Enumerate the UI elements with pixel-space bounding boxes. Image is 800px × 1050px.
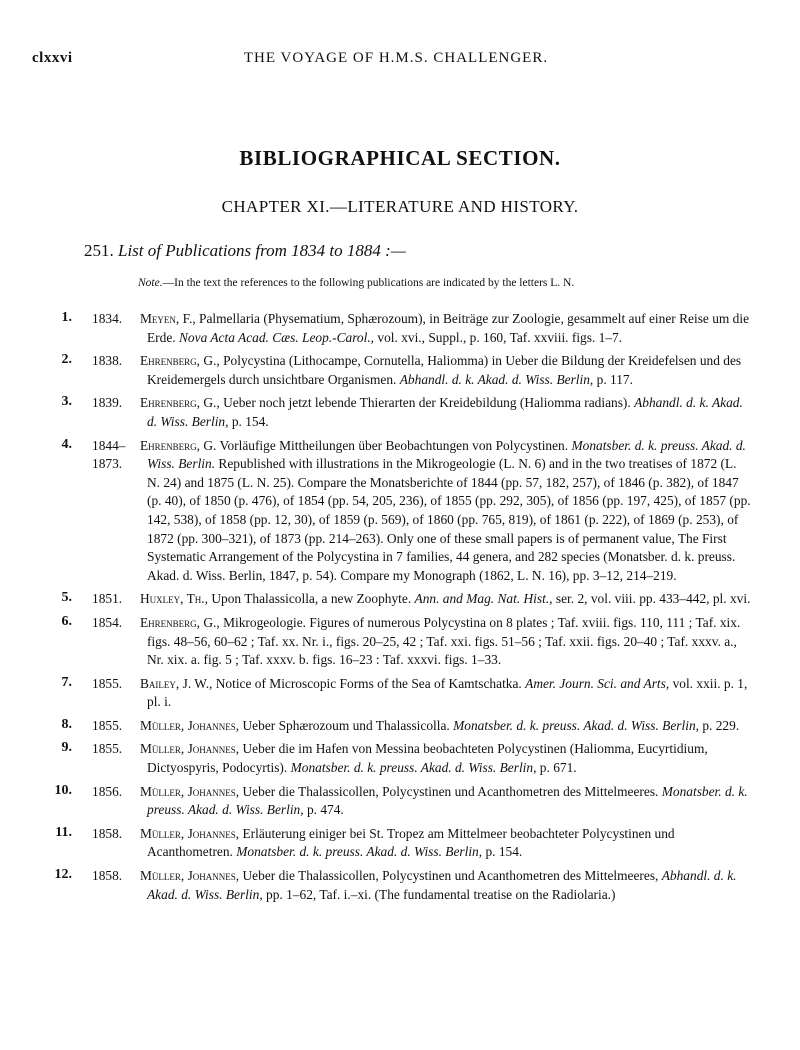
entry-year: 1844– 1873. <box>92 437 126 472</box>
entry-citation: Ehrenberg, G., Ueber noch jetzt lebende Thierarten der Kreidebildung (Haliomma radians). Abhandl. d. k. Akad. d. Wiss. Berlin, p. 154. <box>140 395 743 429</box>
entry-journal: Abhandl. d. k. Akad. d. Wiss. Berlin, <box>147 395 743 429</box>
entry-number: 10. <box>54 782 72 798</box>
entry-journal: Monatsber. d. k. preuss. Akad. d. Wiss. Berlin, <box>453 717 699 733</box>
bibliography-entry <box>0 614 800 670</box>
entry-author: Müller, Johannes, <box>140 783 240 799</box>
running-title: THE VOYAGE OF H.M.S. CHALLENGER. <box>243 50 549 66</box>
entry-number: 6. <box>61 613 72 629</box>
entry-author: Müller, Johannes, <box>140 717 240 733</box>
section-title: BIBLIOGRAPHICAL SECTION. <box>239 146 561 170</box>
note-text: —In the text the references to the following publications are indicated by the letters L. N. <box>162 277 575 289</box>
entry-journal: Abhandl. d. k. Akad. d. Wiss. Berlin, <box>147 868 737 902</box>
bibliography-entry <box>0 675 800 712</box>
bibliography-entry <box>0 310 800 347</box>
entry-author: Huxley, Th., <box>140 591 208 607</box>
entry-author: Ehrenberg, G., <box>140 614 220 630</box>
entry-year: 1851. <box>92 591 123 607</box>
page-number: clxxvi <box>32 50 73 66</box>
list-heading <box>84 241 406 261</box>
entry-year: 1839. <box>92 395 123 411</box>
bibliography-entry <box>0 590 800 609</box>
bibliography-entry <box>0 825 800 862</box>
entry-journal: Monatsber. d. k. preuss. Akad. d. Wiss. Berlin. <box>147 437 746 472</box>
entry-journal: Abhandl. d. k. Akad. d. Wiss. Berlin, <box>399 371 594 387</box>
entry-year: 1856. <box>92 783 123 799</box>
note <box>138 277 574 289</box>
entry-author: Müller, Johannes, <box>140 741 240 757</box>
entry-number: 3. <box>61 394 72 410</box>
entry-author: Bailey, J. W., <box>140 675 213 691</box>
entry-journal: Monatsber. d. k. preuss. Akad. d. Wiss. Berlin, <box>236 844 483 860</box>
list-heading-number: 251. <box>84 241 114 260</box>
entry-journal: Monatsber. d. k. preuss. Akad. d. Wiss. Berlin, <box>290 760 537 776</box>
entry-author: Ehrenberg, G., <box>140 353 220 369</box>
entry-year: 1838. <box>92 353 123 369</box>
entry-citation: Müller, Johannes, Ueber die im Hafen von Messina beobachteten Polycystinen (Haliomma, Eucyrtidium, Dictyospyris, Podocyrtis). Monatsber. d. k. preuss. Akad. d. Wiss. Berlin, p. 671. <box>140 741 708 776</box>
bibliography-entry <box>0 394 800 431</box>
entry-number: 7. <box>61 674 72 690</box>
entry-citation: Huxley, Th., Upon Thalassicolla, a new Zoophyte. Ann. and Mag. Nat. Hist., ser. 2, vol. viii. pp. 433–442, pl. xvi. <box>140 591 751 607</box>
entry-number: 11. <box>55 824 72 840</box>
entry-author: Ehrenberg, G., <box>140 395 220 411</box>
entry-number: 4. <box>61 436 72 452</box>
entry-author: Müller, Johannes, <box>140 868 240 884</box>
bibliography-entry <box>0 717 800 736</box>
entry-journal: Amer. Journ. Sci. and Arts, <box>525 675 670 691</box>
entry-year: 1854. <box>92 614 123 630</box>
running-head <box>32 50 760 70</box>
entry-journal: Nova Acta Acad. Cæs. Leop.-Carol., <box>179 329 375 345</box>
entry-year: 1834. <box>92 311 123 326</box>
entry-number: 9. <box>61 740 72 756</box>
bibliography-entry <box>0 867 800 904</box>
entry-author: Ehrenberg, G. <box>140 437 217 453</box>
entry-number: 8. <box>61 716 72 732</box>
bibliography-entry <box>0 783 800 820</box>
entry-number: 5. <box>61 590 72 606</box>
entry-number: 2. <box>61 352 72 368</box>
entry-year: 1858. <box>92 825 123 841</box>
chapter-title: CHAPTER XI.—LITERATURE AND HISTORY. <box>221 197 579 216</box>
entry-citation: Müller, Johannes, Ueber die Thalassicollen, Polycystinen und Acanthometren des Mittelmeeres. Monatsber. d. k. preuss. Akad. d. Wiss. Berlin, p. 474. <box>140 783 748 818</box>
entry-number: 1. <box>61 310 72 325</box>
entry-year: 1855. <box>92 717 123 733</box>
entry-journal: Ann. and Mag. Nat. Hist., <box>414 591 553 607</box>
entry-author: Müller, Johannes, <box>140 825 240 841</box>
entry-year: 1858. <box>92 868 123 884</box>
entry-citation: Müller, Johannes, Ueber Sphærozoum und Thalassicolla. Monatsber. d. k. preuss. Akad. d. Wiss. Berlin, p. 229. <box>140 717 740 733</box>
entry-citation: Ehrenberg, G., Mikrogeologie. Figures of numerous Polycystina on 8 plates ; Taf. xviii. figs. 110, 111 ; Taf. xix. figs. 48–56, 60–62 ; Taf. xx. Nr. i., figs. 20–25, 42 ; Taf. xxi. figs. 51–56 ; Taf. xxii. figs. 20–40 ; Taf. xxxv. a., Nr. xix. a. fig. 5 ; Taf. xxxv. b. figs. 16–23 : Taf. xxxvi. figs. 1–33. <box>140 614 741 668</box>
entry-year: 1855. <box>92 675 123 691</box>
bibliography-entry <box>0 352 800 389</box>
entry-number: 12. <box>54 867 72 883</box>
entry-citation: Bailey, J. W., Notice of Microscopic Forms of the Sea of Kamtschatka. Amer. Journ. Sci. and Arts, vol. xxii. p. 1, pl. i. <box>140 675 748 710</box>
entry-author: Meyen, F., <box>140 311 196 326</box>
bibliography-entry <box>0 740 800 777</box>
entry-citation: Müller, Johannes, Ueber die Thalassicollen, Polycystinen und Acanthometren des Mittelmeeres, Abhandl. d. k. Akad. d. Wiss. Berlin, pp. 1–62, Taf. i.–xi. (The fundamental treatise on the Radiolaria.) <box>140 868 737 902</box>
entry-citation: Meyen, F., Palmellaria (Physematium, Sphærozoum), in Beiträge zur Zoologie, gesammelt auf einer Reise um die Erde. Nova Acta Acad. Cæs. Leop.-Carol., vol. xvi., Suppl., p. 160, Taf. xxviii. figs. 1–7. <box>140 311 750 345</box>
publication-list <box>0 310 800 909</box>
entry-journal: Monatsber. d. k. preuss. Akad. d. Wiss. Berlin, <box>147 783 748 818</box>
note-label: Note. <box>138 277 163 289</box>
bibliography-entry <box>0 437 800 586</box>
entry-citation: Ehrenberg, G. Vorläufige Mittheilungen über Beobachtungen von Polycystinen. Monatsber. d. k. preuss. Akad. d. Wiss. Berlin. Republished with illustrations in the Mikrogeologie (L. N. 6) and in the two treatises of 1872 (L. N. 24) and 1875 (L. N. 25). Compare the Monatsberichte of 1844 (pp. 57, 182, 257), of 1846 (p. 382), of 1847 (p. 40), of 1850 (p. 476), of 1854 (pp. 54, 205, 236), of 1855 (pp. 292, 305), of 1856 (pp. 197, 425), of 1857 (pp. 142, 538), of 1858 (pp. 12, 30), of 1859 (p. 569), of 1860 (pp. 765, 819), of 1861 (p. 222), of 1869 (p. 253), of 1872 (pp. 300–321), of 1873 (pp. 214–263). Only one of these small papers is of permanent value, The First Systematic Arrangement of the Polycystina in 7 families, 44 genera, and 282 species (Monatsber. d. k. preuss. Akad. d. Wiss. Berlin, 1847, p. 54). Compare my Monograph (1862, L. N. 16), pp. 3–12, 214–219. <box>140 437 751 583</box>
entry-citation: Ehrenberg, G., Polycystina (Lithocampe, Cornutella, Haliomma) in Ueber die Bildung der Kreidefelsen und des Kreidemergels durch unsichtbare Organismen. Abhandl. d. k. Akad. d. Wiss. Berlin, p. 117. <box>140 353 742 387</box>
entry-citation: Müller, Johannes, Erläuterung einiger bei St. Tropez am Mittelmeer beobachteter Polycystinen und Acanthometren. Monatsber. d. k. preuss. Akad. d. Wiss. Berlin, p. 154. <box>140 825 675 860</box>
entry-year: 1855. <box>92 741 123 757</box>
list-heading-text: List of Publications from 1834 to 1884 :— <box>118 241 406 260</box>
